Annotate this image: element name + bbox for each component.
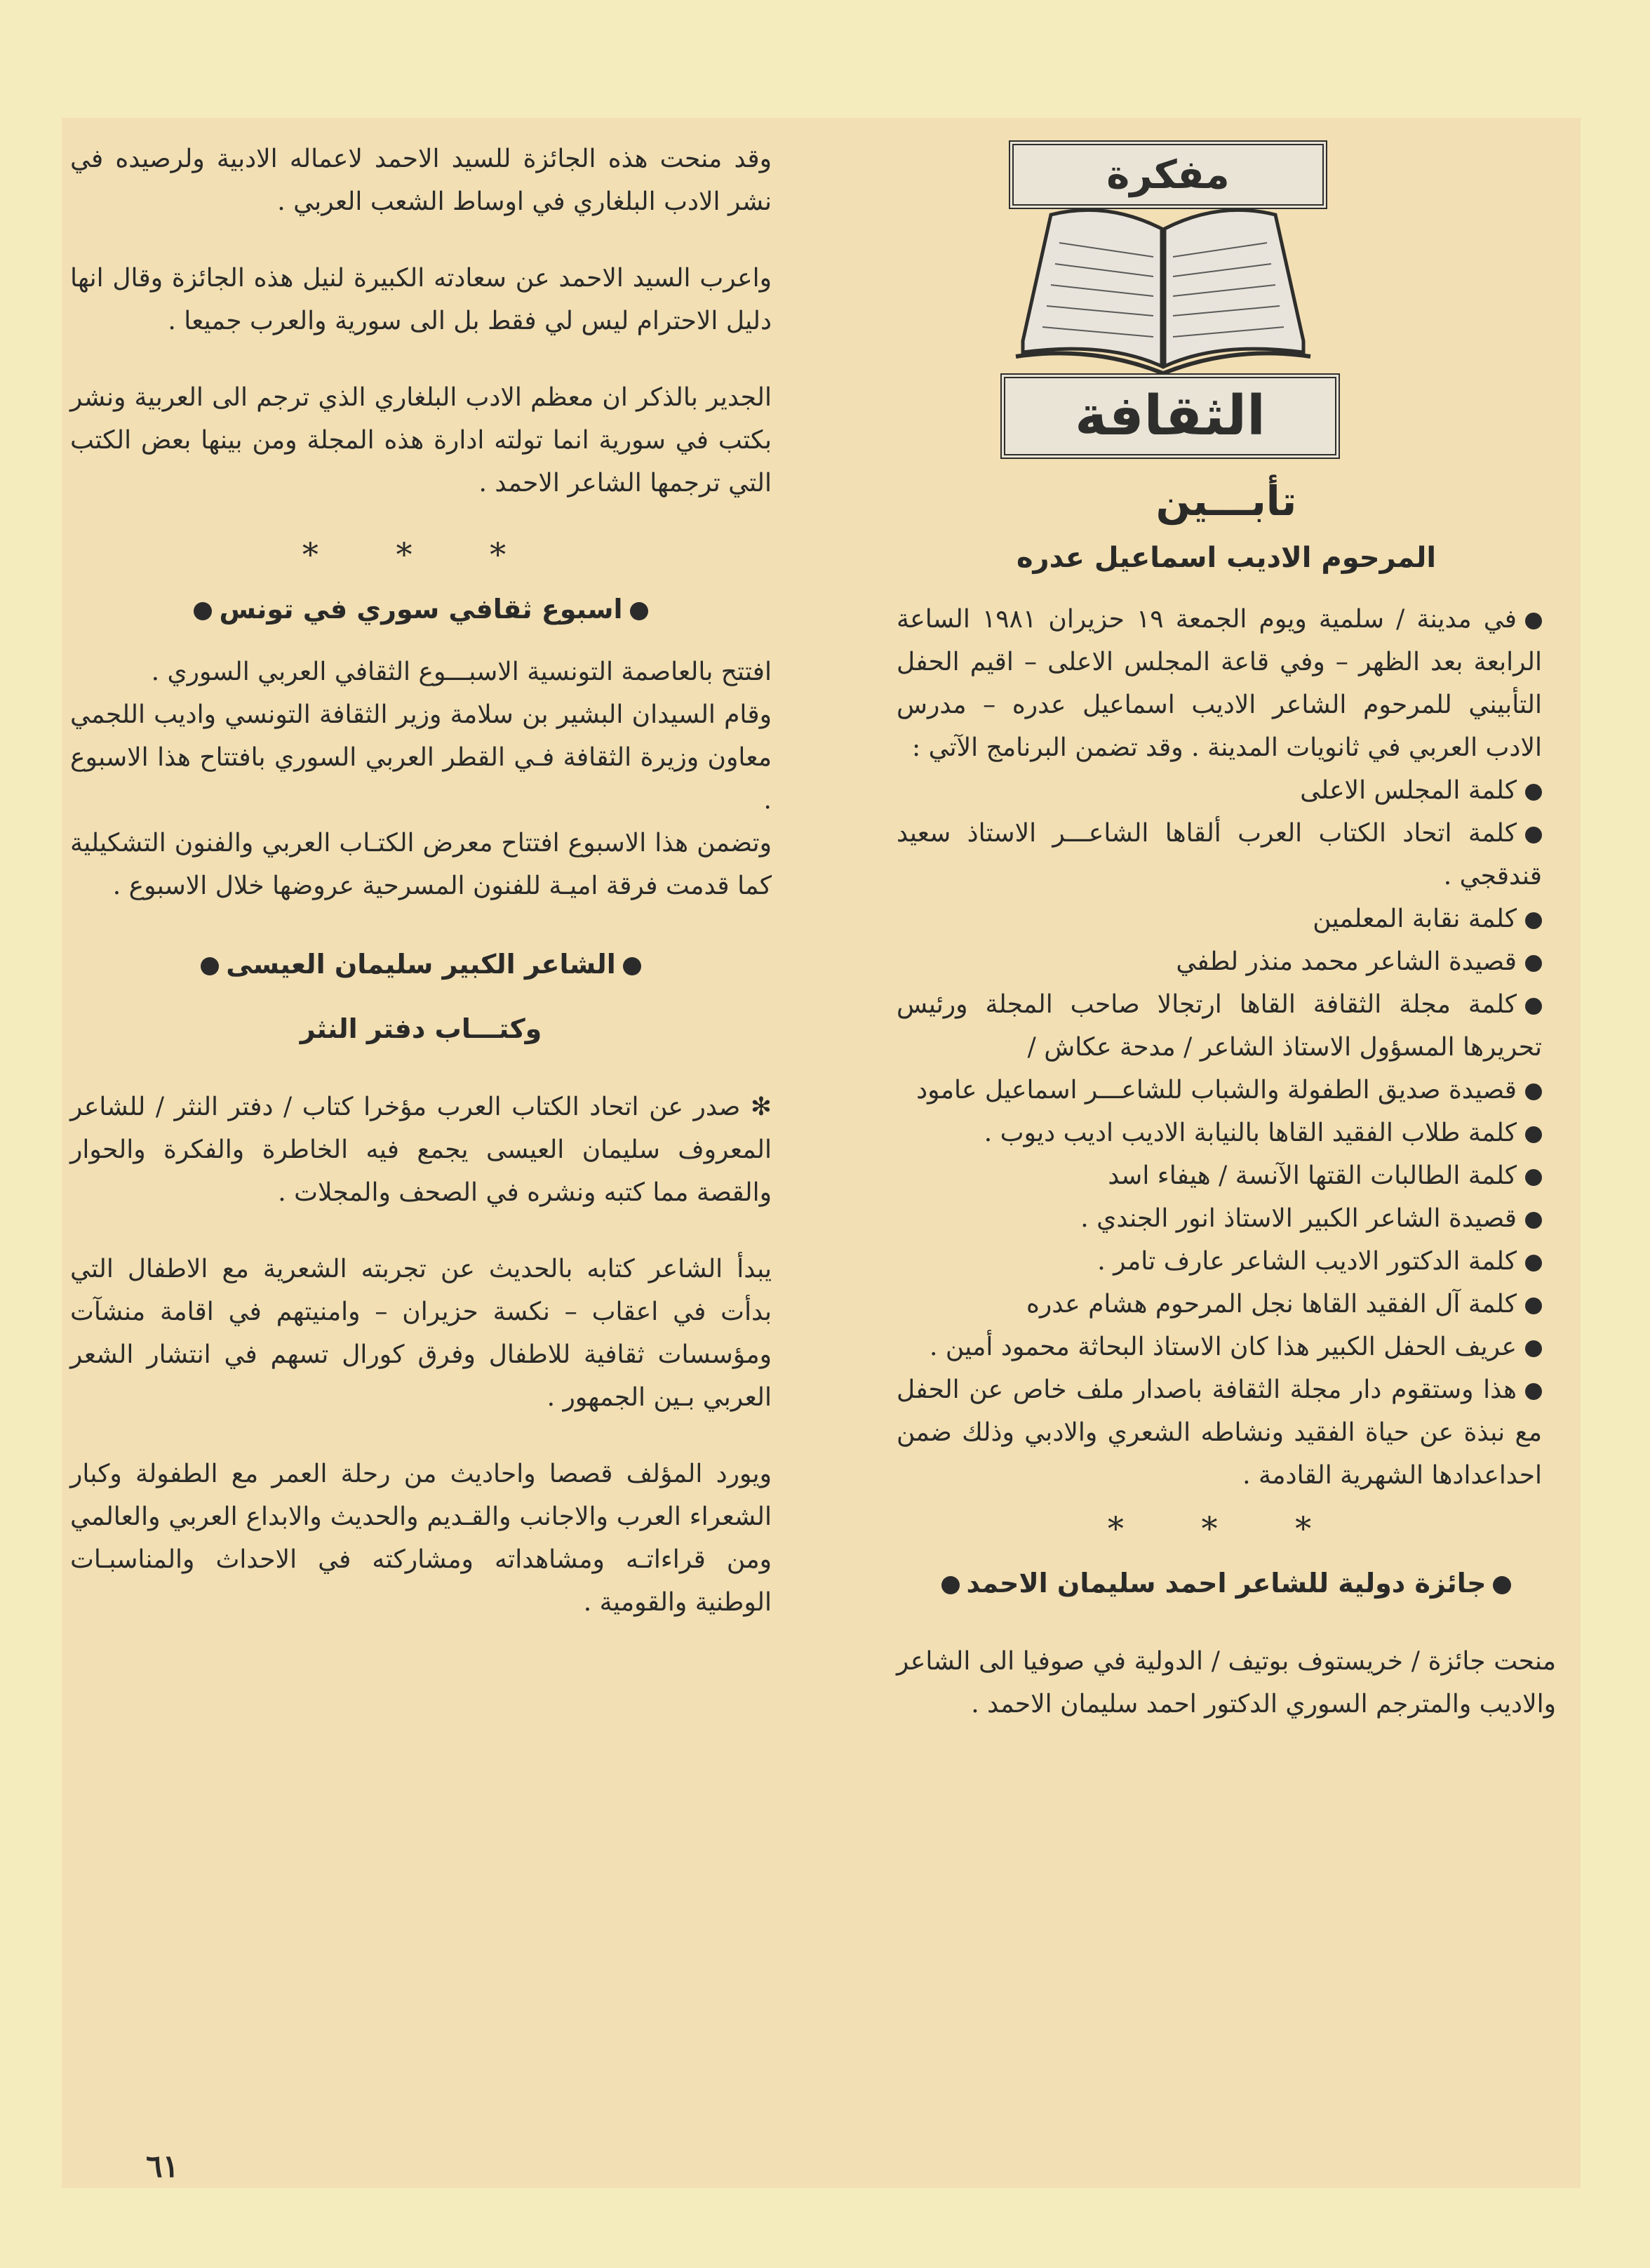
program-item: كلمة الطالبات القتها الآنسة / هيفاء اسد — [897, 1154, 1556, 1197]
masthead-bottom-label: الثقافة — [1000, 373, 1340, 459]
bullet-icon — [1525, 1383, 1542, 1400]
poet-heading: الشاعر الكبير سليمان العيسى — [70, 941, 772, 987]
program-item: قصيدة الشاعر محمد منذر لطفي — [897, 940, 1556, 983]
program-item: كلمة المجلس الاعلى — [897, 769, 1556, 812]
bullet-icon — [630, 602, 648, 620]
bullet-icon — [1525, 1083, 1542, 1100]
right-column — [897, 136, 1556, 1726]
program-item: كلمة طلاب الفقيد القاها بالنيابة الاديب اديب ديوب . — [897, 1112, 1556, 1154]
program-item: عريف الحفل الكبير هذا كان الاستاذ البحاثة محمود أمين . — [897, 1326, 1556, 1368]
bullet-icon — [1525, 955, 1542, 972]
page-number: ٦١ — [146, 2149, 180, 2184]
bullet-icon — [623, 957, 641, 975]
award-paragraph-1: وقد منحت هذه الجائزة للسيد الاحمد لاعماله الادبية ولرصيده في نشر الادب البلغاري في اوساط الشعب العربي . — [70, 145, 772, 216]
award-heading: جائزة دولية للشاعر احمد سليمان الاحمد — [897, 1560, 1556, 1606]
open-book-icon — [1009, 201, 1317, 376]
bullet-icon — [1525, 613, 1542, 629]
bullet-icon — [1525, 827, 1542, 843]
eulogy-title: تأبـــين — [1155, 477, 1297, 525]
bullet-icon — [1525, 1255, 1542, 1272]
bullet-icon — [1525, 1212, 1542, 1229]
bullet-icon — [1525, 1340, 1542, 1357]
masthead — [995, 136, 1346, 466]
book-heading: وكتـــاب دفتر النثر — [300, 1013, 542, 1044]
book-paragraph-1: ✻ صدر عن اتحاد الكتاب العرب مؤخرا كتاب / دفتر النثر / للشاعر المعروف سليمان العيسى يجمع فيه الخاطرة والفكرة والحوار والقصة مما كتبه ونشره في الصحف والمجلات . — [70, 1093, 772, 1207]
program-item: قصيدة الشاعر الكبير الاستاذ انور الجندي . — [897, 1197, 1556, 1240]
magazine-page — [62, 118, 1581, 2188]
week-heading: اسبوع ثقافي سوري في تونس — [70, 586, 772, 632]
bullet-icon — [1525, 1126, 1542, 1143]
program-item: كلمة آل الفقيد القاها نجل المرحوم هشام عدره — [897, 1283, 1556, 1326]
bullet-icon — [201, 957, 219, 975]
bullet-icon — [1525, 784, 1542, 801]
week-paragraph-3: وتضمن هذا الاسبوع افتتاح معرض الكتـاب العربي والفنون التشكيلية كما قدمت فرقة اميـة للفنون المسرحية عروضها خلال الاسبوع . — [70, 829, 772, 900]
week-paragraph-1: افتتح بالعاصمة التونسية الاسبـــوع الثقافي العربي السوري . — [151, 658, 772, 686]
asterisk-icon: ✻ — [740, 1093, 772, 1121]
bullet-icon — [1525, 1169, 1542, 1186]
bullet-icon — [1525, 912, 1542, 929]
eulogy-subtitle: المرحوم الاديب اسماعيل عدره — [1016, 542, 1437, 574]
program-item: كلمة اتحاد الكتاب العرب ألقاها الشاعـــر الاستاذ سعيد قندقجي . — [897, 819, 1542, 890]
book-paragraph-3: ويورد المؤلف قصصا واحاديث من رحلة العمر مع الطفولة وكبار الشعراء العرب والاجانب والقـديم والحديث والابداع العربي والعالمي ومن قراءاتـه ومشاهداته ومشاركته في الاحداث والمناسبـات الوطنية والقومية . — [70, 1460, 772, 1617]
program-item: قصيدة صديق الطفولة والشباب للشاعـــر اسماعيل عامود — [897, 1069, 1556, 1112]
left-column — [70, 138, 772, 1624]
bullet-icon — [1525, 1298, 1542, 1314]
program-item: كلمة الدكتور الاديب الشاعر عارف تامر . — [897, 1240, 1556, 1283]
bullet-icon — [194, 602, 212, 620]
eulogy-intro: في مدينة / سلمية ويوم الجمعة ١٩ حزيران ١٩٨١ الساعة الرابعة بعد الظهر – وفي قاعة المجلس الاعلى – اقيم الحفل التأبيني للمرحوم الشاعر الاديب اسماعيل عدره – مدرس الادب العربي في ثانويات المدينة . وقد تضمن البرنامج الآتي : — [897, 605, 1542, 762]
award-paragraph-3: الجدير بالذكر ان معظم الادب البلغاري الذي ترجم الى العربية ونشر بكتب في سورية انما تولته ادارة هذه المجلة ومن بينها بعض الكتب التي ترجمها الشاعر الاحمد . — [70, 383, 772, 498]
masthead-top-label: مفكرة — [1009, 140, 1327, 209]
program-item: كلمة مجلة الثقافة القاها ارتجالا صاحب المجلة ورئيس تحريرها المسؤول الاستاذ الشاعر / مدحة عكاش / — [897, 990, 1542, 1062]
bullet-icon — [1525, 998, 1542, 1015]
book-paragraph-2: يبدأ الشاعر كتابه بالحديث عن تجربته الشعرية مع الاطفال التي بدأت في اعقاب – نكسة حزيران – وامنيتهم في اقامة منشآت ومؤسسات ثقافية للاطفال وفرق كورال تسهم في انتشار الشعر العربي بـين الجمهور . — [70, 1255, 772, 1412]
program-item: كلمة نقابة المعلمين — [897, 898, 1556, 940]
bullet-icon — [1493, 1576, 1511, 1594]
award-paragraph: منحت جائزة / خريستوف بوتيف / الدولية في صوفيا الى الشاعر والاديب والمترجم السوري الدكتور احمد سليمان الاحمد . — [897, 1647, 1556, 1719]
week-paragraph-2: وقام السيدان البشير بن سلامة وزير الثقافة التونسي واديب اللجمي معاون وزيرة الثقافة فـي القطر العربي السوري بافتتاح هذا الاسبوع . — [70, 700, 772, 815]
eulogy-closing: هذا وستقوم دار مجلة الثقافة باصدار ملف خاص عن الحفل مع نبذة عن حياة الفقيد ونشاطه الشعري والادبي وذلك ضمن احداعدادها الشهرية القادمة . — [897, 1375, 1542, 1490]
section-divider-stars: * * * — [1107, 1509, 1346, 1547]
bullet-icon — [941, 1576, 960, 1594]
section-divider-stars: * * * — [302, 535, 540, 573]
award-paragraph-2: واعرب السيد الاحمد عن سعادته الكبيرة لنيل هذه الجائزة وقال انها دليل الاحترام ليس لي فقط بل الى سورية والعرب جميعا . — [70, 264, 772, 335]
